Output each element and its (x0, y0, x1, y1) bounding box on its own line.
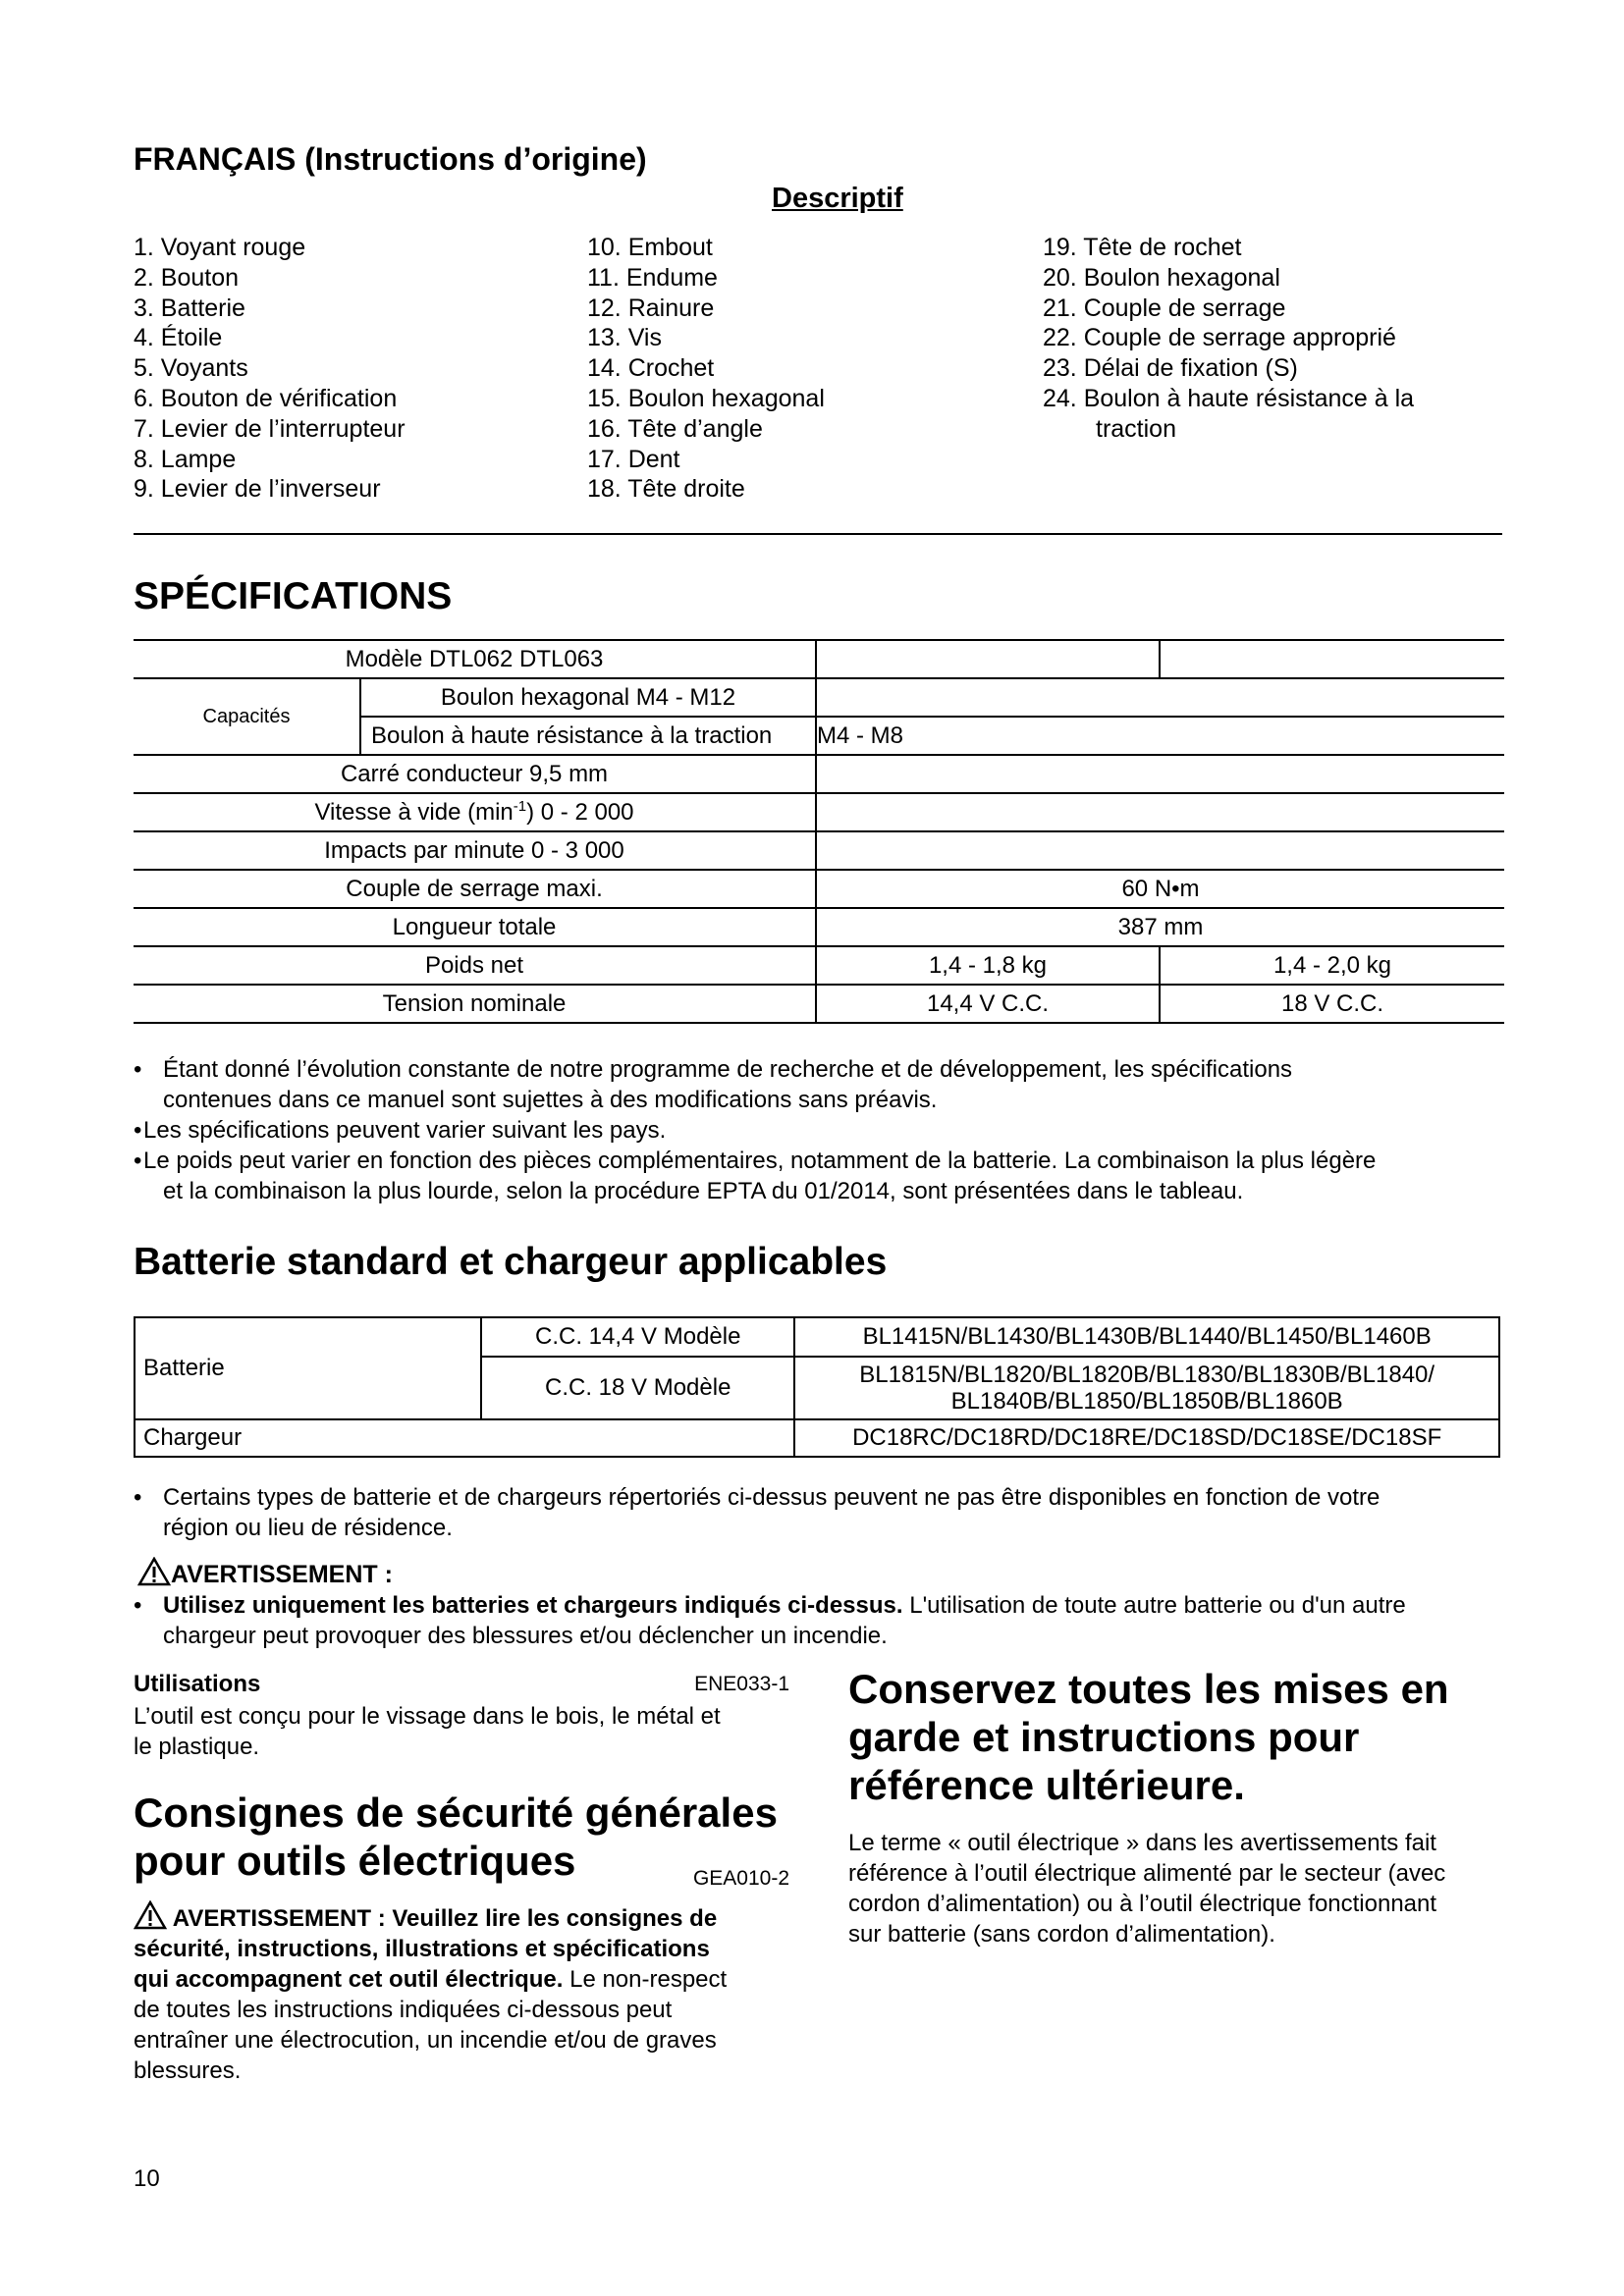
battery-title: Batterie standard et chargeur applicables (134, 1241, 888, 1283)
hex-bolt-cell: Boulon hexagonal M4 - M12 (360, 678, 816, 717)
model-144-values: BL1415N/BL1430/BL1430B/BL1440/BL1450/BL1460B (794, 1317, 1499, 1357)
list-item: 16. Tête d’angle (587, 414, 763, 443)
list-item: 7. Levier de l’interrupteur (134, 414, 406, 443)
charger-values: DC18RC/DC18RD/DC18RE/DC18SD/DC18SE/DC18SF (794, 1419, 1499, 1457)
conserve-line: sur batterie (sans cordon d’alimentation). (848, 1921, 1275, 1948)
descriptif-title: Descriptif (772, 183, 903, 214)
warning-triangle-icon (137, 1557, 171, 1586)
table-row (134, 870, 1504, 908)
conserve-title (848, 1665, 1449, 1809)
list-item: 23. Délai de fixation (S) (1043, 354, 1298, 383)
list-item: 21. Couple de serrage (1043, 294, 1286, 322)
specifications-table (134, 639, 1504, 1024)
table-row (134, 678, 1504, 717)
safety-warning-rest: Le non-respect (563, 1966, 728, 1993)
voltage-dtl063: 18 V C.C. (1160, 985, 1504, 1023)
model-144-label: C.C. 14,4 V Modèle (481, 1317, 794, 1357)
utilisations-line: L’outil est conçu pour le vissage dans le bois, le métal et (134, 1703, 721, 1730)
parts-list-col1 (134, 233, 406, 505)
conserve-title-line: Conservez toutes les mises en (848, 1666, 1449, 1712)
note-item (134, 1590, 1508, 1651)
conserve-title-line: référence ultérieure. (848, 1762, 1245, 1808)
voltage-dtl062: 14,4 V C.C. (816, 985, 1160, 1023)
conserve-line: Le terme « outil électrique » dans les avertissements fait (848, 1830, 1436, 1856)
weight-dtl062: 1,4 - 1,8 kg (816, 946, 1160, 985)
table-row (135, 1419, 1499, 1457)
safety-warning-line: de toutes les instructions indiquées ci-dessous peut (134, 1997, 673, 2023)
battery-table (134, 1316, 1500, 1458)
safety-title-line: Consignes de sécurité générales (134, 1789, 778, 1836)
max-torque-value: 60 N•m (816, 870, 1504, 908)
max-torque-label: Couple de serrage maxi. (134, 870, 816, 908)
list-item: 17. Dent (587, 445, 680, 473)
list-item: 18. Tête droite (587, 475, 745, 504)
safety-warning-line: blessures. (134, 2057, 242, 2084)
table-row (134, 946, 1504, 985)
table-row (134, 793, 1504, 831)
model-18-line: BL1815N/BL1820/BL1820B/BL1830/BL1830B/BL1840/ (859, 1362, 1435, 1388)
model-18-line: BL1840B/BL1850/BL1850B/BL1860B (950, 1388, 1343, 1415)
note-line: contenues dans ce manuel sont sujettes à des modifications sans préavis. (163, 1087, 938, 1113)
model-18-values (794, 1357, 1499, 1419)
safety-warning-line: entraîner une électrocution, un incendie et/ou de graves (134, 2027, 717, 2054)
weight-dtl063: 1,4 - 2,0 kg (1160, 946, 1504, 985)
voltage-label: Tension nominale (134, 985, 816, 1023)
impacts-cell: Impacts par minute 0 - 3 000 (134, 831, 816, 870)
table-cell (1160, 640, 1504, 678)
speed-prefix: Vitesse à vide (min (314, 799, 514, 826)
table-row (134, 985, 1504, 1023)
note-line: et la combinaison la plus lourde, selon la procédure EPTA du 01/2014, sont présentées dans le tableau. (163, 1178, 1244, 1204)
length-value: 387 mm (816, 908, 1504, 946)
square-drive-cell: Carré conducteur 9,5 mm (134, 755, 816, 793)
speed-exponent: -1 (513, 798, 527, 815)
safety-title (134, 1789, 789, 1890)
list-item: 22. Couple de serrage approprié (1043, 324, 1396, 352)
list-item: 19. Tête de rochet (1043, 234, 1242, 261)
table-cell (816, 831, 1504, 870)
table-row (134, 755, 1504, 793)
ht-bolt-label-cell: Boulon à haute résistance à la traction (360, 717, 816, 755)
section-divider (134, 533, 1502, 535)
page-number: 10 (134, 2165, 160, 2192)
safety-warning-text: AVERTISSEMENT : Veuillez lire les consignes de (172, 1905, 718, 1932)
warning-body (134, 1590, 1508, 1651)
language-title: FRANÇAIS (Instructions d’origine) (134, 141, 647, 177)
capacites-cell: Capacités (134, 678, 360, 755)
warning-heading (137, 1557, 393, 1589)
warning-triangle-icon (134, 1900, 167, 1930)
note-item (134, 1146, 1508, 1206)
note-line: • Les spécifications peuvent varier suivant les pays. (143, 1117, 667, 1144)
note-line: • Le poids peut varier en fonction des pièces complémentaires, notamment de la batterie. La combinaison la plus légère (143, 1148, 1377, 1174)
list-item: 4. Étoile (134, 324, 223, 352)
list-item: 3. Batterie (134, 294, 245, 322)
note-item (134, 1115, 1508, 1146)
safety-code: GEA010-2 (692, 1867, 789, 1890)
model-cell: Modèle DTL062 DTL063 (134, 640, 816, 678)
warning-title: AVERTISSEMENT : (171, 1561, 393, 1588)
table-row (134, 831, 1504, 870)
battery-note (134, 1482, 1508, 1543)
list-item: 1. Voyant rouge (134, 234, 306, 261)
note-item (134, 1054, 1508, 1115)
safety-warning-bold: qui accompagnent cet outil électrique. (134, 1966, 564, 1993)
note-line: chargeur peut provoquer des blessures et/ou déclencher un incendie. (163, 1623, 888, 1649)
note-line: • Certains types de batterie et de chargeurs répertoriés ci-dessus peuvent ne pas être disponibles en fonction de votre (163, 1484, 1380, 1511)
battery-label: Batterie (135, 1317, 481, 1419)
list-item: 13. Vis (587, 324, 662, 352)
warning-rest: L'utilisation de toute autre batterie ou d'un autre (902, 1592, 1406, 1619)
conserve-title-line: garde et instructions pour (848, 1714, 1360, 1760)
length-label: Longueur totale (134, 908, 816, 946)
model-18-label: C.C. 18 V Modèle (481, 1357, 794, 1419)
note-item (134, 1482, 1508, 1543)
list-item: 6. Bouton de vérification (134, 384, 398, 412)
conserve-line: référence à l’outil électrique alimenté par le secteur (avec (848, 1860, 1446, 1887)
utilisations-line: le plastique. (134, 1734, 260, 1760)
list-item: 2. Bouton (134, 263, 240, 292)
utilisations-code: ENE033-1 (694, 1673, 789, 1695)
list-item: 9. Levier de l’inverseur (134, 475, 381, 504)
table-row (134, 908, 1504, 946)
list-item: 12. Rainure (587, 294, 715, 322)
list-item: 11. Endume (587, 263, 718, 292)
no-load-speed-cell (134, 793, 816, 831)
utilisations-block (134, 1671, 789, 1762)
list-item: 20. Boulon hexagonal (1043, 263, 1280, 292)
conserve-paragraph (848, 1828, 1516, 1949)
specifications-title: SPÉCIFICATIONS (134, 575, 453, 617)
warning-bold: Utilisez uniquement les batteries et chargeurs indiqués ci-dessus. (163, 1592, 903, 1619)
charger-label: Chargeur (135, 1419, 794, 1457)
note-line (163, 1590, 1508, 1621)
table-cell (816, 678, 1504, 717)
ht-bolt-value-cell: M4 - M8 (816, 717, 1504, 755)
list-item: 5. Voyants (134, 354, 248, 383)
table-row (135, 1317, 1499, 1357)
spec-notes (134, 1054, 1508, 1206)
list-item: 14. Crochet (587, 354, 715, 383)
parts-list-col2 (587, 233, 825, 505)
note-line: région ou lieu de résidence. (163, 1515, 453, 1541)
list-item: 8. Lampe (134, 445, 237, 473)
table-cell (816, 793, 1504, 831)
conserve-line: cordon d’alimentation) ou à l’outil électrique fonctionnant (848, 1891, 1437, 1917)
safety-warning-line (134, 1964, 801, 1995)
list-item: traction (1096, 414, 1176, 443)
table-cell (816, 755, 1504, 793)
weight-label: Poids net (134, 946, 816, 985)
note-line: • Étant donné l’évolution constante de notre programme de recherche et de développement, les spécifications (163, 1056, 1293, 1083)
list-item: 10. Embout (587, 234, 713, 261)
safety-warning-line: sécurité, instructions, illustrations et spécifications (134, 1936, 710, 1962)
list-item: 15. Boulon hexagonal (587, 384, 825, 412)
table-row (134, 640, 1504, 678)
safety-warning (134, 1900, 801, 2086)
safety-title-line: pour outils électriques (134, 1838, 576, 1884)
safety-warning-line (134, 1900, 801, 1934)
list-item: 24. Boulon à haute résistance à la (1043, 384, 1415, 412)
speed-suffix: ) 0 - 2 000 (526, 799, 634, 826)
table-cell (816, 640, 1160, 678)
utilisations-title: Utilisations (134, 1671, 261, 1697)
parts-list-col3 (1043, 233, 1414, 445)
